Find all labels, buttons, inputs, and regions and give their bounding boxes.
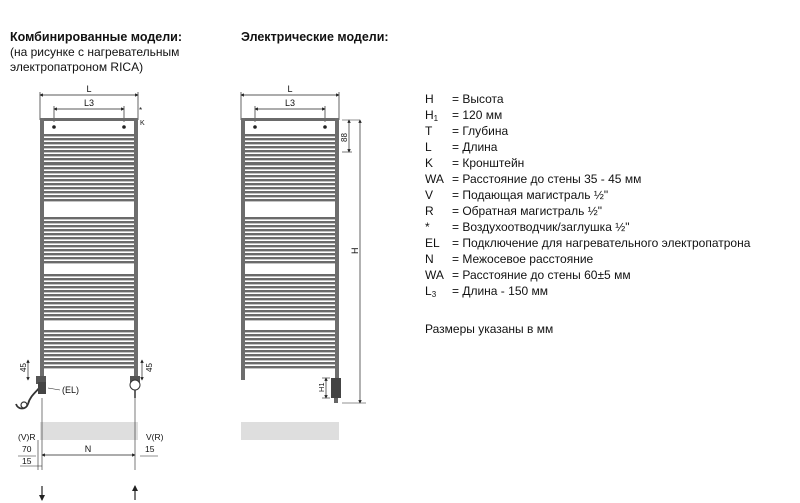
units-note: Размеры указаны в мм — [425, 322, 554, 336]
legend-key: WA — [425, 172, 444, 186]
combined-models-subtitle-1: (на рисунке с нагревательным — [10, 45, 180, 59]
VR-right-label: V(R) — [146, 432, 164, 442]
legend-key: N — [425, 252, 434, 266]
legend-item — [425, 123, 750, 139]
legend-item — [425, 139, 750, 155]
legend-desc: = 120 мм — [452, 108, 503, 122]
combined-models-subtitle-2: электропатроном RICA) — [10, 60, 144, 74]
legend-desc: = Обратная магистраль ½" — [452, 204, 602, 218]
legend-item — [425, 91, 750, 107]
legend-key: R — [425, 204, 434, 218]
combined-models-title: Комбинированные модели: — [10, 30, 182, 44]
legend-desc: = Расстояние до стены 60±5 мм — [452, 268, 631, 282]
electric-models-title: Электрические модели: — [241, 30, 389, 44]
legend-item — [425, 187, 750, 203]
legend-key: WA — [425, 268, 444, 282]
dim-45-left-label: 45 — [19, 363, 28, 372]
legend-desc: = Воздухоотводчик/заглушка ½" — [452, 220, 630, 234]
legend-desc: = Высота — [452, 92, 504, 106]
legend-key: $L_3$ — [425, 284, 437, 299]
dim-88-label: 88 — [340, 133, 349, 142]
legend-item — [425, 219, 750, 235]
legend-item — [425, 235, 750, 251]
legend-key: * — [425, 220, 430, 234]
legend-desc: = Подающая магистраль ½" — [452, 188, 609, 202]
bracket-K-label: K — [140, 120, 145, 127]
dim-45-right-label: 45 — [145, 363, 154, 372]
EL-label: (EL) — [62, 385, 80, 395]
heating-bars-electric — [245, 118, 335, 368]
legend-item — [425, 267, 750, 283]
legend-desc: = Межосевое расстояние — [452, 252, 594, 266]
legend-key: EL — [425, 236, 440, 250]
legend-desc: = Длина - 150 мм — [452, 284, 548, 298]
legend-desc: = Подключение для нагревательного электропатрона — [452, 236, 751, 250]
legend-key: V — [425, 188, 434, 202]
dim-15-right-label: 15 — [145, 444, 155, 454]
legend-item — [425, 283, 750, 299]
legend-item — [425, 171, 750, 187]
dim-L3-label: L3 — [83, 98, 95, 108]
dim-H-label: H — [350, 247, 360, 254]
legend-desc: = Длина — [452, 140, 498, 154]
legend-key: L — [425, 140, 432, 154]
legend-list — [425, 91, 750, 299]
legend-desc: = Кронштейн — [452, 156, 525, 170]
legend-item — [425, 107, 750, 123]
dim-L-label-electric: L — [287, 84, 293, 94]
dim-L3-label-electric: L3 — [284, 98, 296, 108]
dim-N-label: N — [84, 444, 92, 454]
dim-70-label: 70 — [22, 444, 32, 454]
dim-L-label: L — [86, 84, 92, 94]
legend-desc: = Глубина — [452, 124, 509, 138]
legend-key: K — [425, 156, 434, 170]
legend-key: $H_1$ — [425, 108, 439, 123]
legend-key: T — [425, 124, 433, 138]
VR-left-label: (V)R — [18, 432, 36, 442]
dim-H1-label: H1 — [317, 382, 326, 392]
legend-desc: = Расстояние до стены 35 - 45 мм — [452, 172, 642, 186]
legend-key: H — [425, 92, 434, 106]
legend-item — [425, 251, 750, 267]
legend-item — [425, 155, 750, 171]
electric-radiator-drawing — [241, 84, 366, 440]
air-vent-asterisk: * — [139, 106, 143, 115]
dim-15-bottom-label: 15 — [22, 456, 32, 466]
combined-radiator-drawing — [16, 84, 164, 500]
heating-bars — [44, 118, 134, 368]
legend-item — [425, 203, 750, 219]
